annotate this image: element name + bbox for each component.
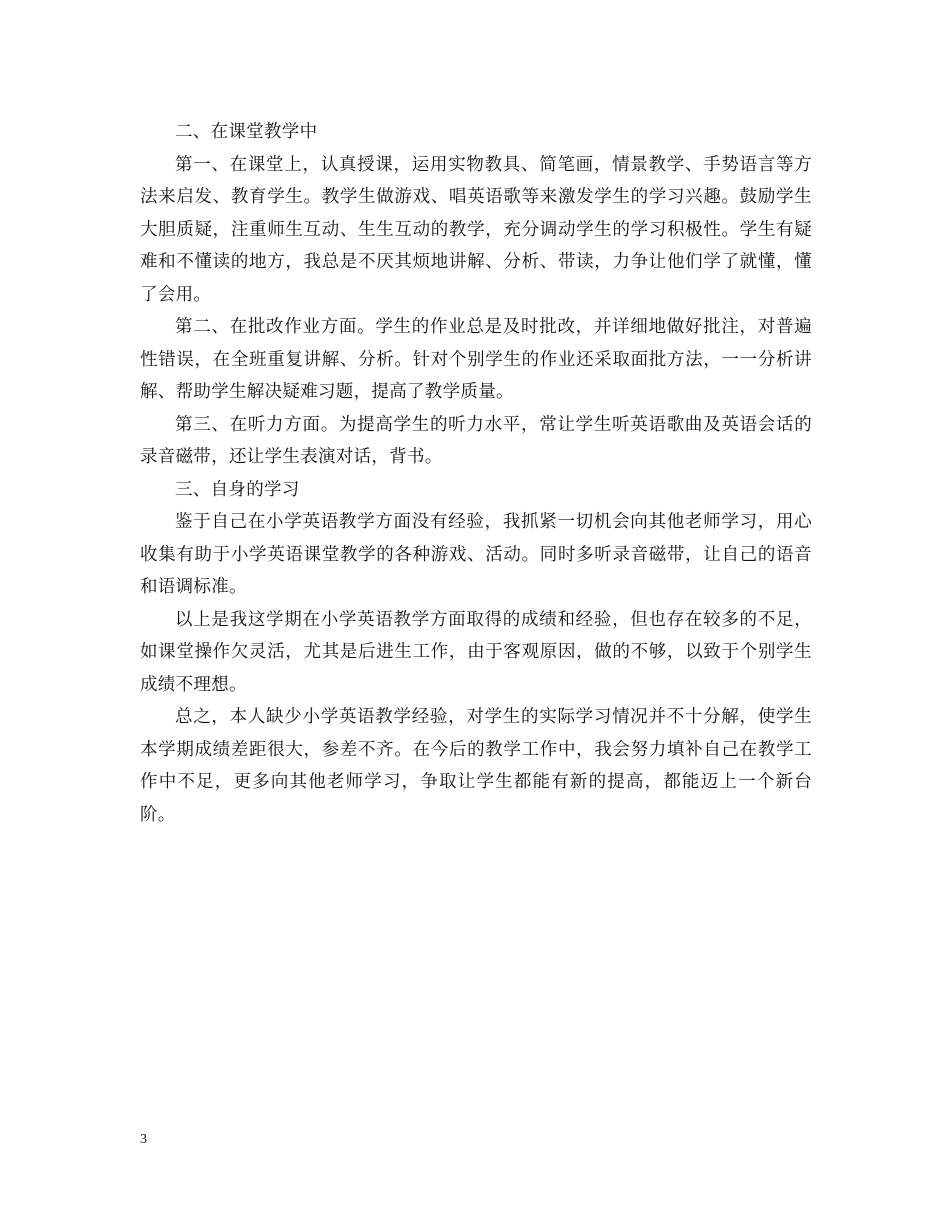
paragraph-classroom-teaching: 第一、在课堂上，认真授课，运用实物教具、简笔画，情景教学、手势语言等方法来启发、教育学生。教学生做游戏、唱英语歌等来激发学生的学习兴趣。鼓励学生大胆质疑，注重师生互动、生生互动的教学，充分调动学生的学习积极性。学生有疑难和不懂读的地方，我总是不厌其烦地讲解、分析、带读，力争让他们学了就懂，懂了会用。 [140, 154, 812, 305]
paragraph-conclusion: 总之，本人缺少小学英语教学经验，对学生的实际学习情况并不十分解，使学生本学期成绩差距很大，参差不齐。在今后的教学工作中，我会努力填补自己在教学工作中不足，更多向其他老师学习，争取让学生都能有新的提高，都能迈上一个新台阶。 [140, 707, 812, 825]
paragraph-summary-shortcomings: 以上是我这学期在小学英语教学方面取得的成绩和经验，但也存在较多的不足，如课堂操作欠灵活，尤其是后进生工作，由于客观原因，做的不够，以致于个别学生成绩不理想。 [140, 609, 812, 695]
section-heading-self-study: 三、自身的学习 [175, 479, 300, 500]
page-number: 3 [140, 1132, 147, 1147]
paragraph-listening: 第三、在听力方面。为提高学生的听力水平，常让学生听英语歌曲及英语会话的录音磁带，还让学生表演对话，背书。 [140, 414, 812, 467]
paragraph-self-study: 鉴于自己在小学英语教学方面没有经验，我抓紧一切机会向其他老师学习，用心收集有助于小学英语课堂教学的各种游戏、活动。同时多听录音磁带，让自己的语音和语调标准。 [140, 512, 812, 597]
document-body [140, 116, 812, 831]
paragraph-homework-correction: 第二、在批改作业方面。学生的作业总是及时批改，并详细地做好批注，对普遍性错误，在全班重复讲解、分析。针对个别学生的作业还采取面批方法，一一分析讲解、帮助学生解决疑难习题，提高了教学质量。 [140, 317, 812, 402]
section-heading-classroom: 二、在课堂教学中 [175, 122, 318, 142]
